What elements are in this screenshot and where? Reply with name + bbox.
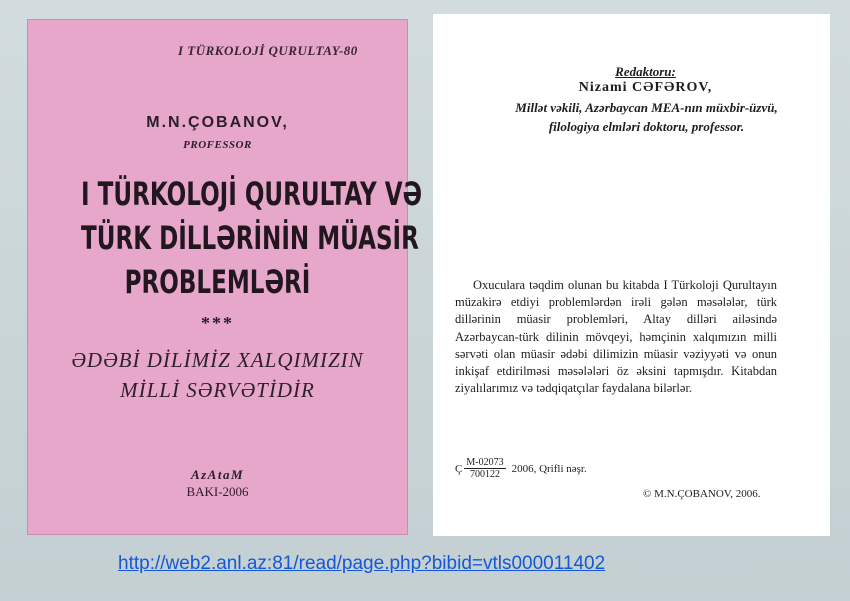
subtitle-line: MİLLİ SƏRVƏTİDİR bbox=[120, 378, 315, 402]
title-line: I TÜRKOLOJİ QURULTAY VƏ bbox=[81, 175, 423, 213]
title-line: TÜRK DİLLƏRİNİN MÜASİR bbox=[81, 219, 419, 257]
book-page bbox=[433, 14, 830, 536]
publisher-name: AzAtaM bbox=[190, 467, 245, 482]
code-numerator: M-02073 bbox=[466, 457, 504, 468]
classification-code bbox=[455, 457, 587, 480]
code-denominator: 700122 bbox=[469, 469, 500, 480]
editor-desc-line: Millət vəkili, Azərbaycan MEA-nın müxbir-üzvü, bbox=[515, 100, 778, 115]
editor-label: Redaktoru: bbox=[615, 64, 676, 79]
book-annotation: Oxuculara təqdim olunan bu kitabda I Türkoloji Qurultayın müzakirə etdiyi problemlərdən irəli gələn məsələlər, türk dillərinin müasir problemləri, Altay dilləri ailəsində Azərbaycan-türk dilinin mövqeyi, həmçinin xalqımızın milli sərvəti olan müasir ədəbi dilimizin müasir vəziyyəti və onun inkişaf etdirilməsi məsələləri öz əksini tapmışdır. Kitabdan ziyalılarımız və tədqiqatçılar faydalana bilərlər. bbox=[455, 278, 777, 396]
series-label: I TÜRKOLOJİ QURULTAY-80 bbox=[178, 43, 358, 58]
book-title bbox=[81, 172, 423, 304]
subtitle-line: ƏDƏBİ DİLİMİZ XALQIMIZIN bbox=[71, 348, 364, 372]
author-name: M.N.ÇOBANOV, bbox=[146, 114, 289, 131]
book-cover bbox=[28, 20, 423, 534]
ornament-stars: *** bbox=[201, 313, 234, 333]
editor-description bbox=[433, 98, 830, 136]
author-role: PROFESSOR bbox=[183, 139, 252, 151]
editor-name: Nizami CƏFƏROV, bbox=[578, 80, 713, 95]
title-line: PROBLEMLƏRİ bbox=[124, 263, 311, 301]
city-year: BAKI-2006 bbox=[186, 484, 249, 499]
code-prefix: Ç bbox=[455, 462, 463, 475]
source-link[interactable]: http://web2.anl.az:81/read/page.php?bibid=vtls000011402 bbox=[118, 553, 606, 574]
editor-desc-line: filologiya elmləri doktoru, professor. bbox=[548, 119, 745, 134]
code-suffix: 2006, Qrifli nəşr. bbox=[511, 462, 587, 475]
code-fraction bbox=[464, 457, 505, 480]
copyright-notice: © M.N.ÇOBANOV, 2006. bbox=[643, 488, 761, 500]
book-subtitle bbox=[28, 345, 407, 405]
